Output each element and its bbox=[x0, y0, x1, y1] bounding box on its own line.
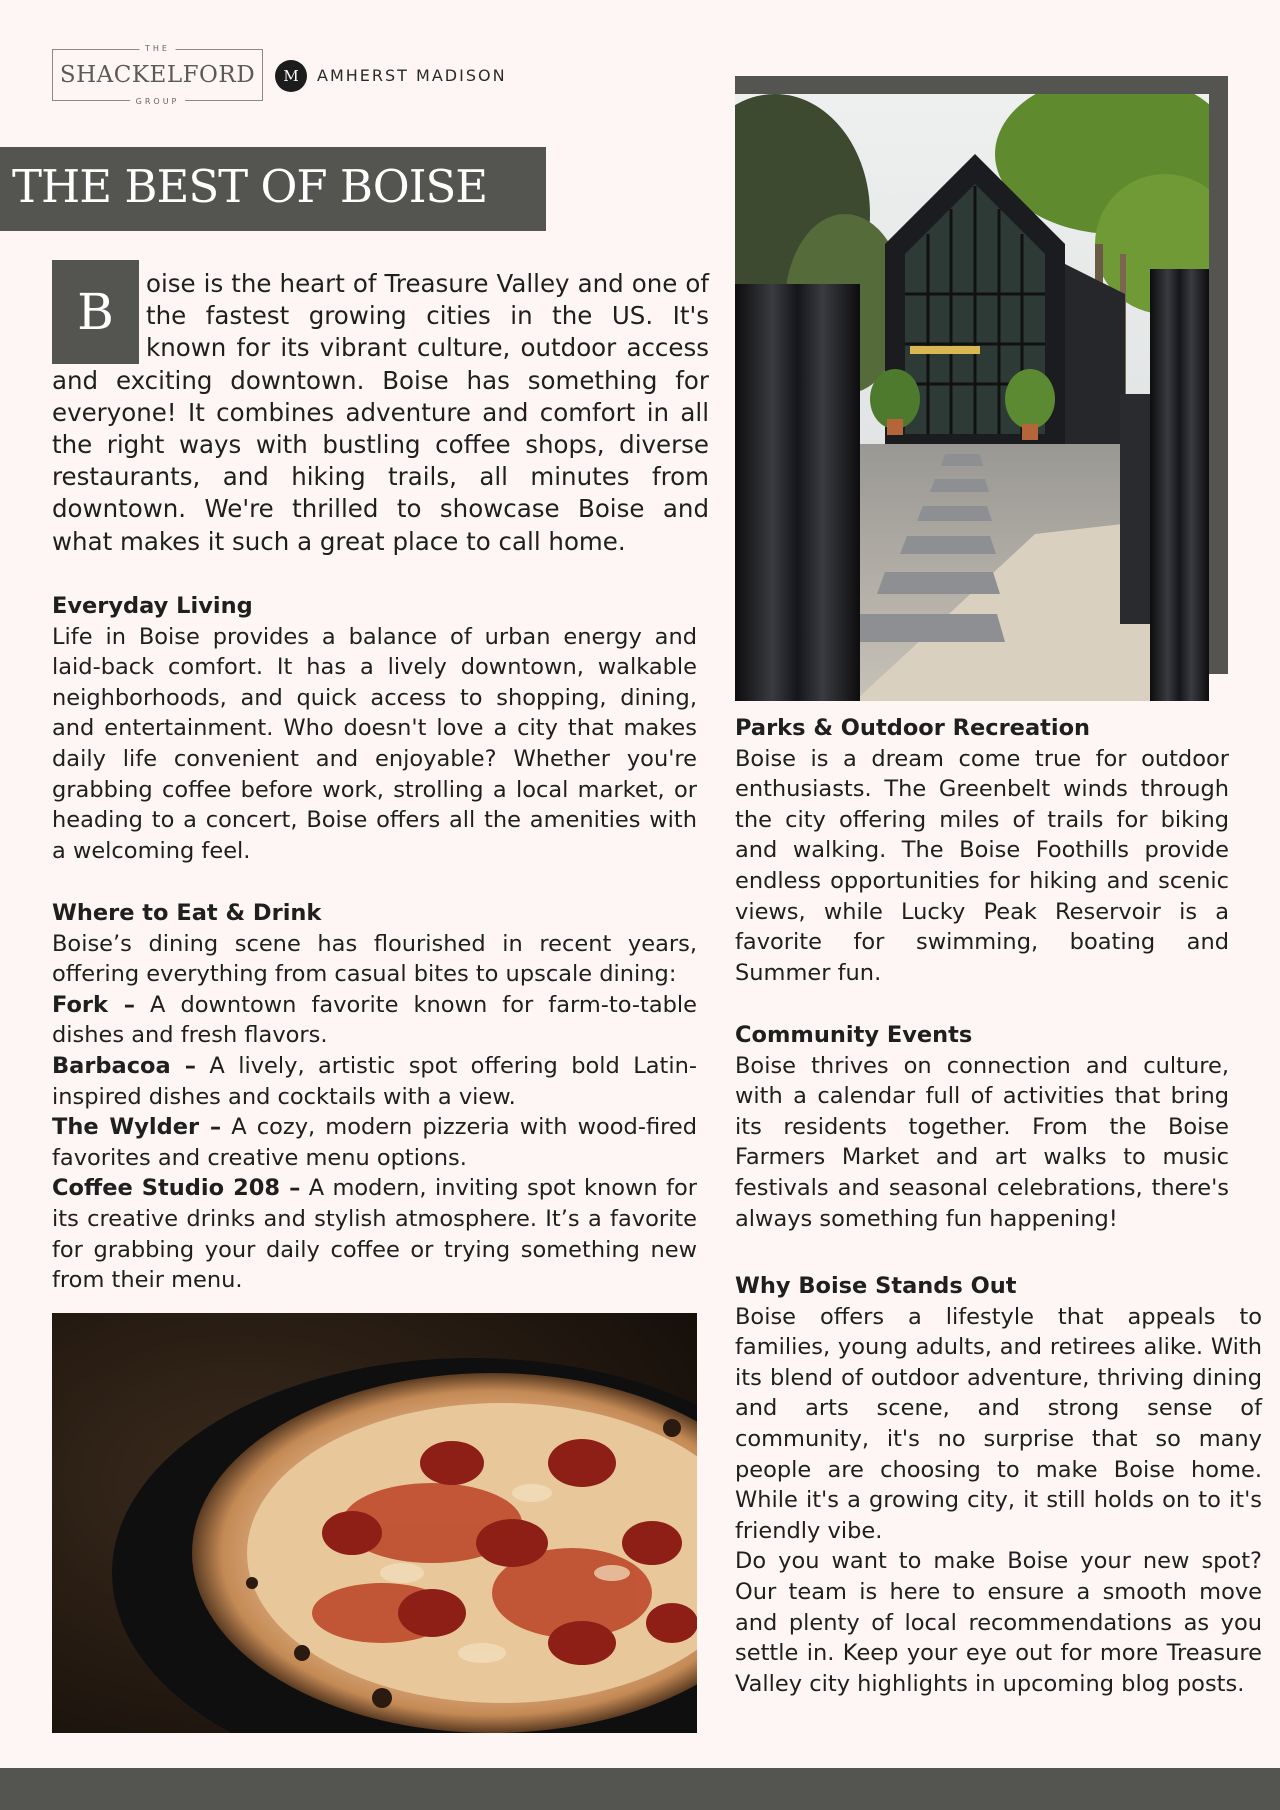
restaurant-name: Fork – bbox=[52, 991, 135, 1018]
pizza-photo bbox=[52, 1313, 697, 1733]
amherst-madison-logo-icon: M bbox=[275, 60, 307, 92]
restaurant-item bbox=[52, 990, 697, 1051]
intro-text: oise is the heart of Treasure Valley and one of the fastest growing cities in the US. It's known for its vibrant culture, outdoor access and exciting downtown. Boise has something for everyone! It combines adventure and comfort in all the right ways with bustling coffee shops, diverse restaurants, and hiking trails, all minutes from downtown. We're thrilled to showcase Boise and what makes it such a great place to call home. bbox=[52, 269, 709, 556]
everyday-living-section bbox=[52, 591, 697, 866]
restaurant-desc: A downtown favorite known for farm-to-table dishes and fresh flavors. bbox=[52, 991, 697, 1049]
parks-heading: Parks & Outdoor Recreation bbox=[735, 715, 1091, 741]
everyday-living-heading: Everyday Living bbox=[52, 593, 253, 619]
amherst-madison-name: AMHERST MADISON bbox=[317, 66, 507, 85]
community-events-section bbox=[735, 1020, 1229, 1234]
community-events-body: Boise thrives on connection and culture, with a calendar full of activities that bring its residents together. From the Boise Farmers Market and art walks to music festivals and seasonal celebrations, there's always something fun happening! bbox=[735, 1052, 1229, 1232]
building-photo bbox=[735, 94, 1209, 701]
restaurant-item bbox=[52, 1112, 697, 1173]
restaurant-name: Barbacoa – bbox=[52, 1052, 197, 1079]
eat-drink-heading: Where to Eat & Drink bbox=[52, 900, 322, 926]
parks-section bbox=[735, 713, 1229, 988]
why-boise-section bbox=[735, 1271, 1262, 1699]
eat-drink-section bbox=[52, 898, 697, 1296]
everyday-living-body: Life in Boise provides a balance of urban energy and laid-back comfort. It has a lively downtown, walkable neighborhoods, and quick access to shopping, dining, and entertainment. Who doesn't love a city that makes daily life convenient and enjoyable? Whether you're grabbing coffee before work, strolling a local market, or heading to a concert, Boise offers all the amenities with a welcoming feel. bbox=[52, 623, 697, 864]
why-boise-call-to-action: Do you want to make Boise your new spot? Our team is here to ensure a smooth move and plenty of local recommendations as you settle in. Keep your eye out for more Treasure Valley city highlights in upcoming blog posts. bbox=[735, 1548, 1262, 1697]
community-events-heading: Community Events bbox=[735, 1022, 973, 1048]
parks-body: Boise is a dream come true for outdoor enthusiasts. The Greenbelt winds through the city offering miles of trails for biking and walking. The Boise Foothills provide endless opportunities for hiking and scenic views, while Lucky Peak Reservoir is a favorite for swimming, boating and Summer fun. bbox=[735, 745, 1229, 986]
restaurant-desc: A modern, inviting spot known for its creative drinks and stylish atmosphere. It’s a favorite for grabbing your daily coffee or trying something new from their menu. bbox=[52, 1175, 698, 1294]
footer-bar bbox=[0, 1768, 1280, 1810]
why-boise-body: Boise offers a lifestyle that appeals to families, young adults, and retirees alike. With its blend of outdoor adventure, thriving dining and arts scene, and strong sense of community, it's no surprise that so many people are choosing to make Boise home. While it's a growing city, it still holds on to it's friendly vibe. bbox=[735, 1303, 1262, 1544]
eat-drink-intro: Boise’s dining scene has flourished in recent years, offering everything from casual bites to upscale dining: bbox=[52, 930, 697, 988]
logo-name: SHACKELFORD bbox=[59, 62, 256, 88]
intro-paragraph bbox=[52, 268, 709, 558]
page-title: THE BEST OF BOISE bbox=[12, 160, 488, 213]
restaurant-desc: A cozy, modern pizzeria with wood-fired favorites and creative menu options. bbox=[52, 1114, 697, 1171]
restaurant-item bbox=[52, 1051, 697, 1112]
restaurant-item bbox=[52, 1173, 697, 1295]
drop-cap: B bbox=[52, 260, 139, 364]
restaurant-name: The Wylder – bbox=[52, 1114, 222, 1141]
title-banner bbox=[0, 147, 546, 231]
logo-the: THE bbox=[139, 44, 176, 53]
restaurant-name: Coffee Studio 208 – bbox=[52, 1175, 301, 1202]
logo-group: GROUP bbox=[130, 97, 186, 106]
shackelford-logo bbox=[52, 44, 263, 106]
restaurant-desc: A lively, artistic spot offering bold Latin-inspired dishes and cocktails with a view. bbox=[52, 1052, 697, 1110]
why-boise-heading: Why Boise Stands Out bbox=[735, 1273, 1017, 1299]
